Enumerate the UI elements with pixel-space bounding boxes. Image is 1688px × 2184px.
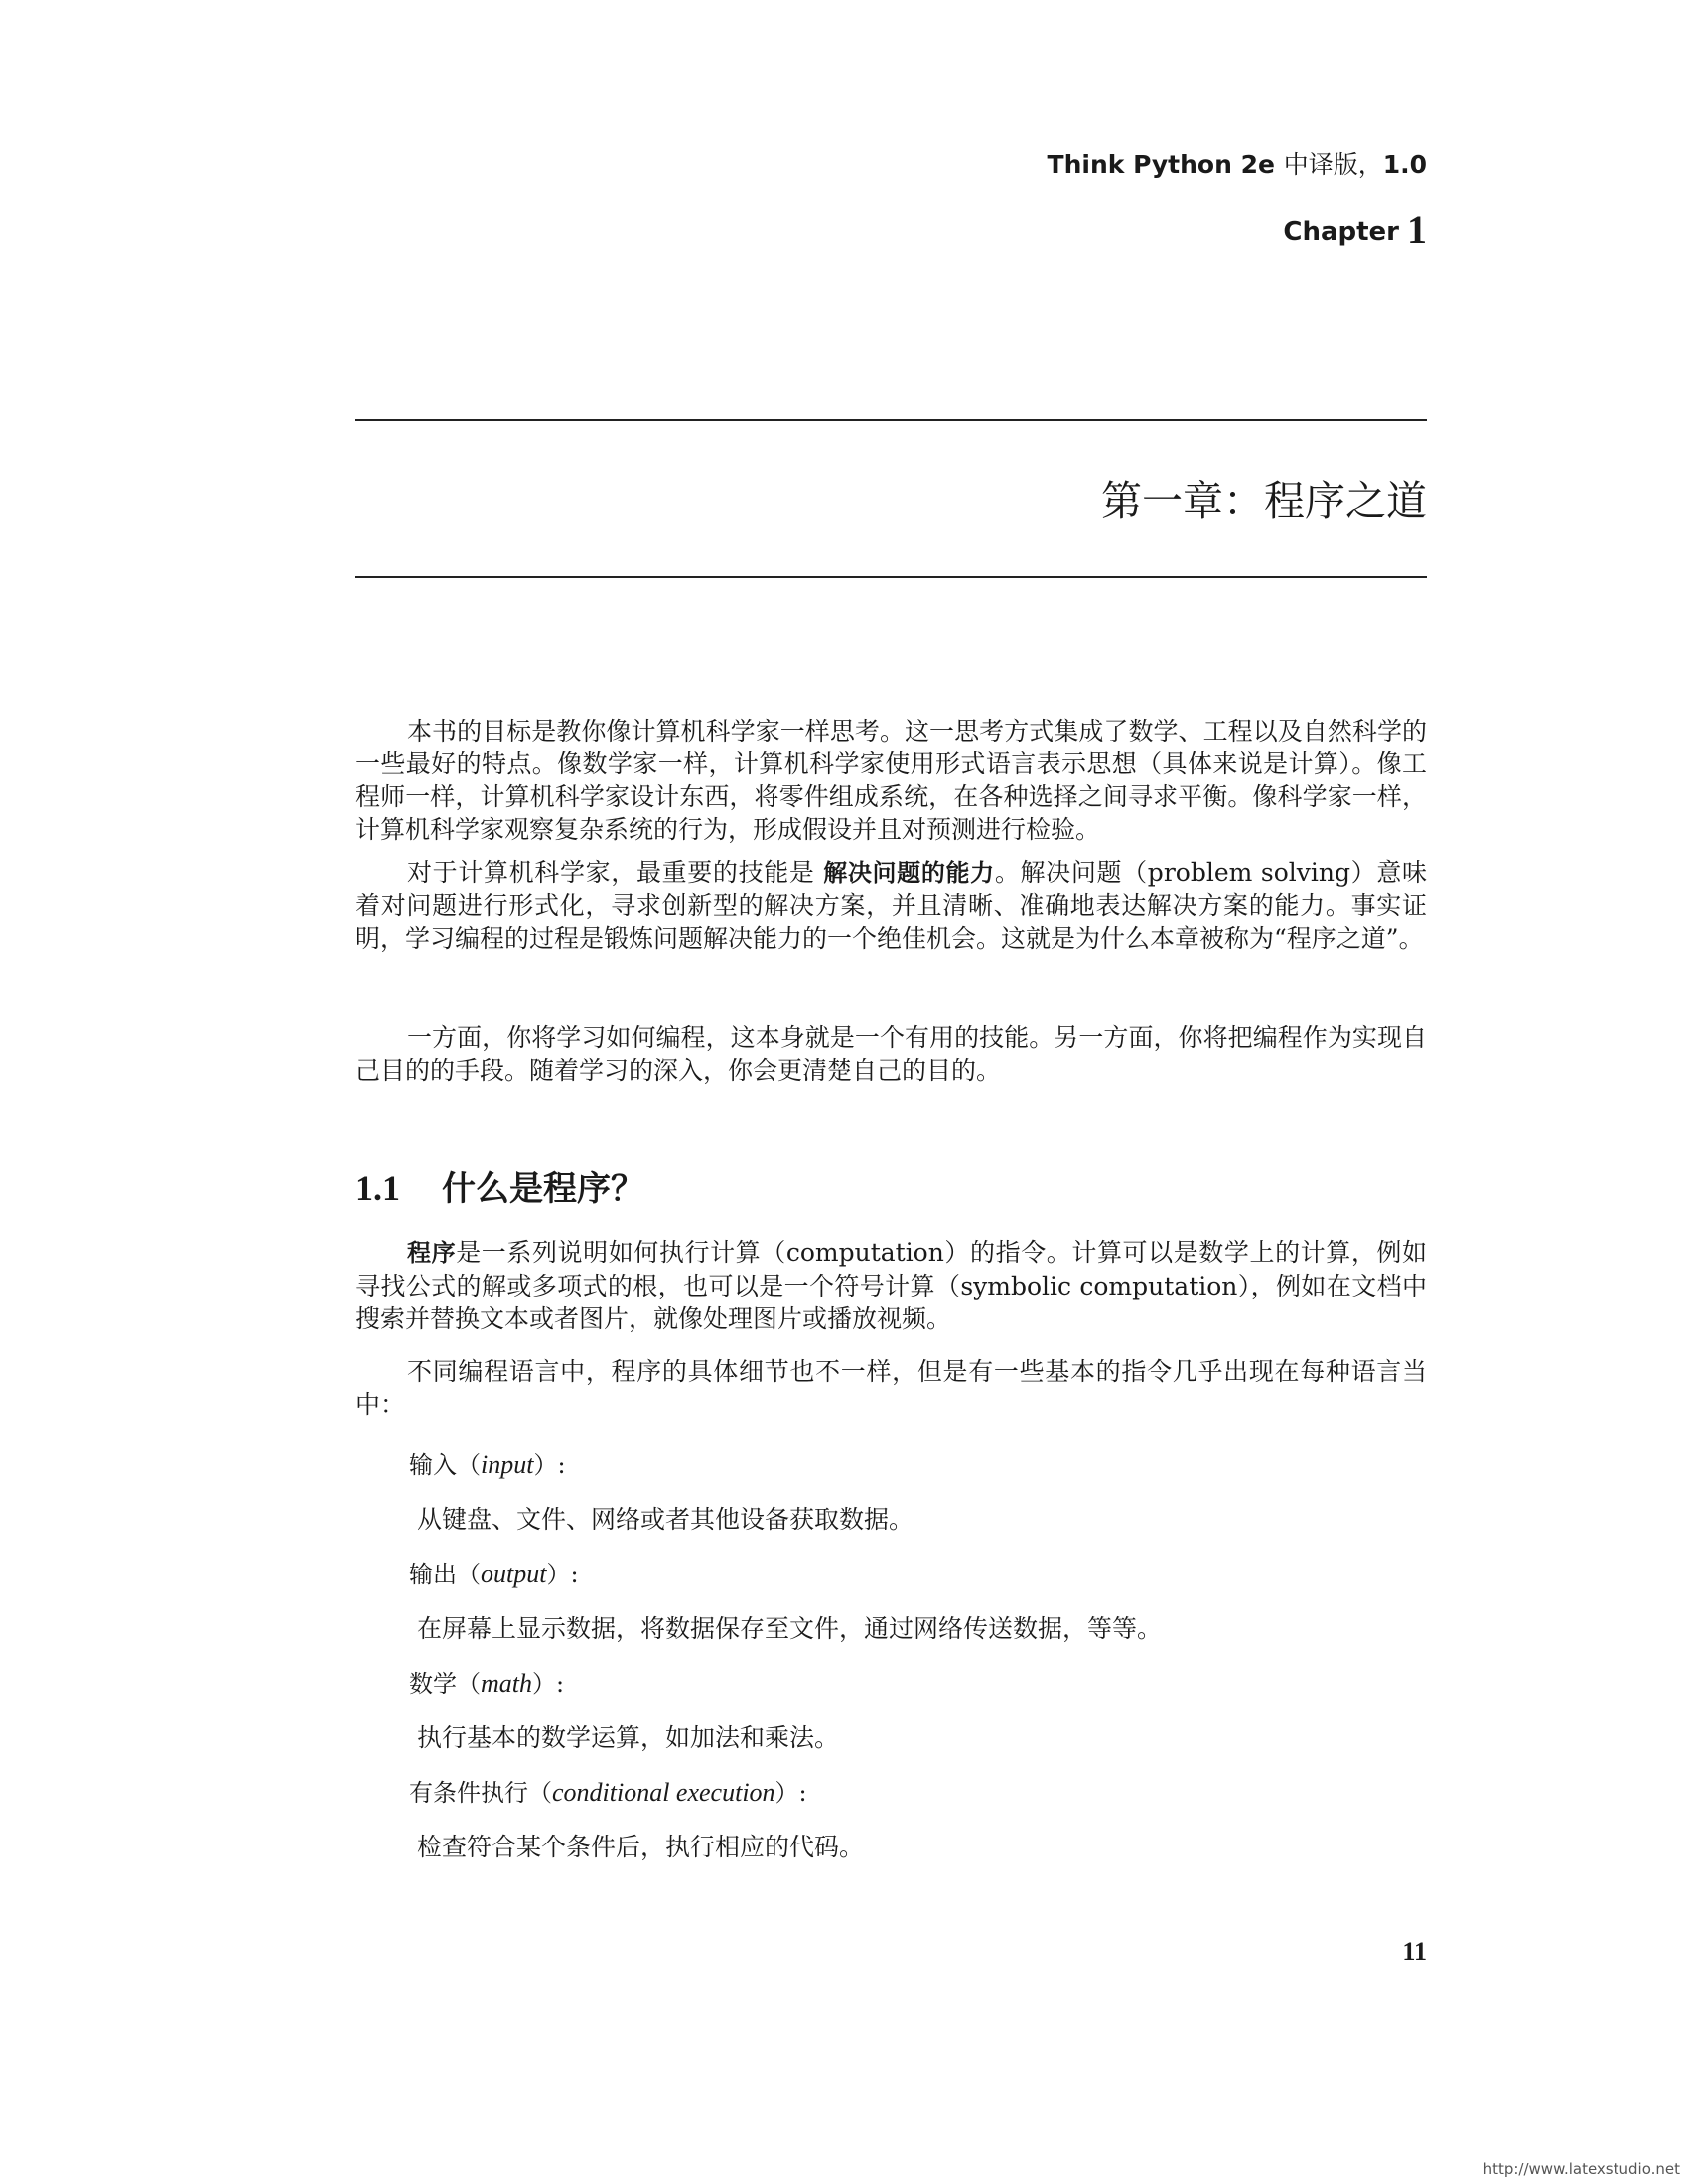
intro-paragraph-2-rest: 。解决问题（problem solving）意味着对问题进行形式化，寻求创新型的解决方案，并且清晰、准确地表达解决方案的能力。事实证明，学习编程的过程是锻炼问题解决能力的一个绝佳机会。这就是为什么本章被称为“程序之道”。 (355, 858, 1428, 953)
intro-paragraph-2-lead: 对于计算机科学家，最重要的技能是 (407, 858, 824, 887)
list-item-description: 执行基本的数学运算，如加法和乘法。 (417, 1723, 840, 1752)
term-label: 有条件执行 (409, 1779, 528, 1807)
term-english: output (481, 1560, 547, 1588)
intro-paragraph-1: 本书的目标是教你像计算机科学家一样思考。这一思考方式集成了数学、工程以及自然科学的一些最好的特点。像数学家一样，计算机科学家使用形式语言表示思想（具体来说是计算）。像工程师一样，计算机科学家设计东西，将零件组成系统，在各种选择之间寻求平衡。像科学家一样，计算机科学家观察复杂系统的行为，形成假设并且对预测进行检验。 (355, 717, 1427, 844)
chapter-number: 1 (1407, 207, 1427, 252)
term-english: math (481, 1669, 532, 1698)
list-item-description: 检查符合某个条件后，执行相应的代码。 (417, 1833, 865, 1861)
term-label: 输出 (409, 1561, 457, 1588)
chapter-rule-bottom (355, 576, 1427, 578)
section-paragraph-2: 不同编程语言中，程序的具体细节也不一样，但是有一些基本的指令几乎出现在每种语言当中： (355, 1357, 1427, 1419)
section-title: 什么是程序？ (442, 1169, 644, 1209)
book-edition: 中译版， (1283, 150, 1383, 179)
section-number: 1.1 (355, 1168, 400, 1208)
chapter-word: Chapter (1283, 217, 1399, 247)
list-item-term: 数学（math）: (409, 1669, 565, 1698)
term-english: conditional execution (552, 1778, 775, 1807)
program-term: 程序 (407, 1239, 457, 1267)
term-label: 输入 (409, 1451, 457, 1479)
book-title: Think Python 2e (1047, 150, 1275, 179)
term-label: 数学 (409, 1670, 457, 1698)
problem-solving-term: 解决问题的能力 (823, 859, 995, 887)
section-paragraph-1 (355, 1236, 1427, 1335)
term-english: input (481, 1450, 534, 1479)
intro-paragraph-3: 一方面，你将学习如何编程，这本身就是一个有用的技能。另一方面，你将把编程作为实现自己目的的手段。随着学习的深入，你会更清楚自己的目的。 (355, 1024, 1427, 1085)
list-item-description: 从键盘、文件、网络或者其他设备获取数据。 (417, 1505, 914, 1534)
list-item-term: 输入（input）: (409, 1450, 566, 1479)
list-item-term: 有条件执行（conditional execution）: (409, 1778, 807, 1807)
list-item-term: 输出（output）: (409, 1560, 579, 1588)
page-number: 11 (1402, 1937, 1427, 1966)
running-head (1048, 145, 1427, 181)
chapter-label (1283, 206, 1427, 253)
section-paragraph-1-rest: 是一系列说明如何执行计算（computation）的指令。计算可以是数学上的计算，例如寻找公式的解或多项式的根，也可以是一个符号计算（symbolic computation），例如在文档中搜索并替换文本或者图片，就像处理图片或播放视频。 (355, 1238, 1428, 1333)
intro-paragraph-2 (355, 856, 1427, 955)
chapter-rule-top (355, 419, 1427, 421)
list-item-description: 在屏幕上显示数据，将数据保存至文件，通过网络传送数据，等等。 (417, 1614, 1163, 1643)
book-version: 1.0 (1382, 150, 1427, 179)
watermark-url[interactable]: http://www.latexstudio.net (1482, 2160, 1680, 2178)
section-heading (355, 1161, 644, 1210)
chapter-title: 第一章：程序之道 (1101, 478, 1427, 525)
